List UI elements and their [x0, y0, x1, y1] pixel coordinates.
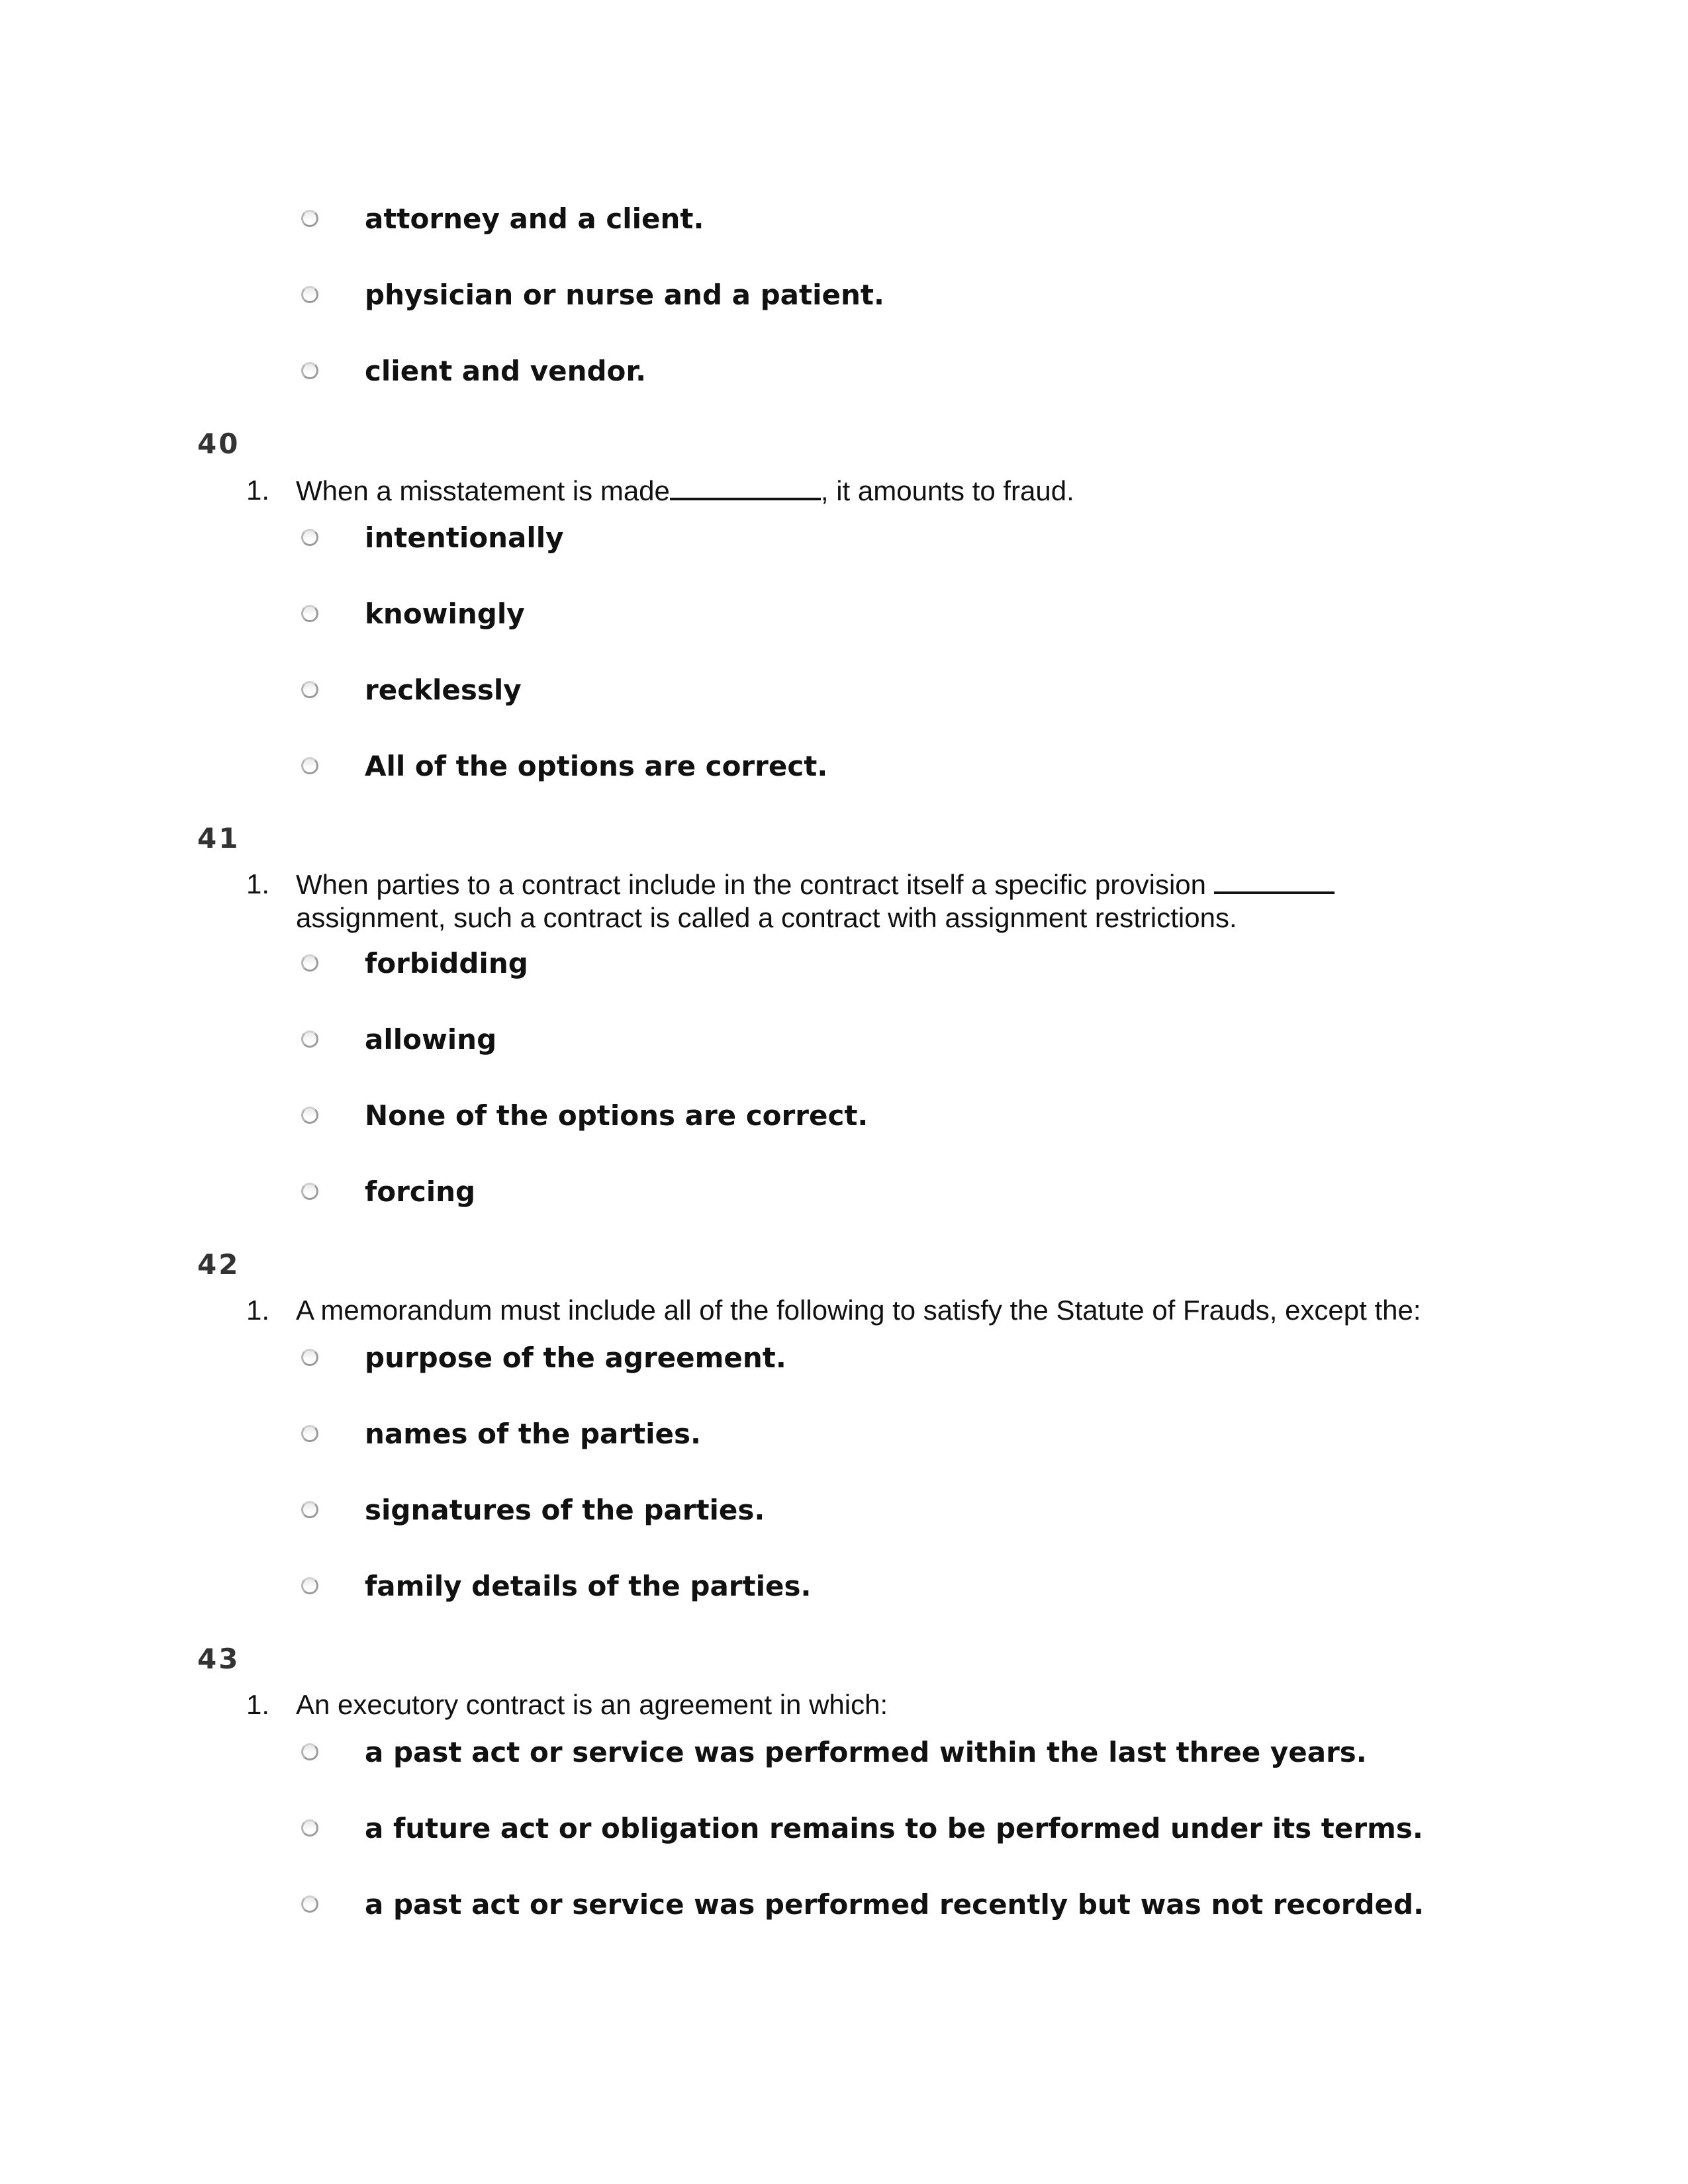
option-row[interactable]	[301, 268, 884, 321]
option-row[interactable]	[301, 1013, 496, 1066]
question-number: 41	[197, 822, 240, 854]
radio-button[interactable]	[301, 605, 318, 622]
list-marker: 1.	[246, 475, 270, 506]
list-marker: 1.	[246, 1689, 270, 1720]
question-text	[246, 1294, 1491, 1327]
question-text	[246, 868, 1491, 934]
option-row[interactable]	[301, 936, 528, 989]
option-label: family details of the parties.	[365, 1569, 812, 1602]
option-label: physician or nurse and a patient.	[365, 278, 884, 311]
radio-button[interactable]	[301, 286, 318, 303]
option-label: client and vendor.	[365, 354, 647, 387]
radio-button[interactable]	[301, 1349, 318, 1366]
radio-button[interactable]	[301, 757, 318, 774]
question-text	[246, 1688, 1491, 1721]
option-row[interactable]	[301, 1089, 868, 1142]
option-label: forbidding	[365, 946, 528, 979]
option-row[interactable]	[301, 587, 525, 640]
question-number: 42	[197, 1248, 240, 1281]
radio-button[interactable]	[301, 1425, 318, 1442]
question-number: 40	[197, 428, 240, 460]
option-row[interactable]	[301, 344, 646, 397]
question-text-end: , it amounts to fraud.	[820, 475, 1074, 506]
radio-button[interactable]	[301, 1501, 318, 1518]
option-label: All of the options are correct.	[365, 749, 828, 782]
radio-button[interactable]	[301, 1895, 318, 1913]
option-row[interactable]	[301, 1331, 786, 1384]
option-label: attorney and a client.	[365, 202, 704, 235]
fill-in-blank	[670, 474, 821, 500]
radio-button[interactable]	[301, 210, 318, 227]
list-marker: 1.	[246, 1295, 270, 1326]
option-label: signatures of the parties.	[365, 1493, 765, 1526]
radio-button[interactable]	[301, 1577, 318, 1594]
option-row[interactable]	[301, 511, 564, 564]
radio-button[interactable]	[301, 362, 318, 379]
option-row[interactable]	[301, 1559, 811, 1612]
question-text-end: assignment, such a contract is called a contract with assignment restrictions.	[296, 902, 1237, 933]
option-row[interactable]	[301, 1407, 701, 1460]
option-row[interactable]	[301, 1801, 1423, 1854]
option-row[interactable]	[301, 1725, 1367, 1778]
radio-button[interactable]	[301, 681, 318, 698]
question-number: 43	[197, 1643, 240, 1675]
option-label: allowing	[365, 1023, 497, 1056]
radio-button[interactable]	[301, 1743, 318, 1760]
radio-button[interactable]	[301, 1819, 318, 1837]
option-label: recklessly	[365, 673, 522, 706]
option-row[interactable]	[301, 1165, 475, 1218]
option-label: a future act or obligation remains to be performed under its terms.	[365, 1811, 1423, 1844]
option-label: None of the options are correct.	[365, 1099, 868, 1132]
option-row[interactable]	[301, 739, 827, 792]
option-label: knowingly	[365, 597, 525, 630]
question-body: An executory contract is an agreement in which:	[296, 1689, 888, 1720]
option-label: forcing	[365, 1175, 476, 1208]
option-label: names of the parties.	[365, 1417, 701, 1450]
fill-in-blank	[1214, 868, 1335, 894]
question-text-start: When a misstatement is made	[296, 475, 670, 506]
radio-button[interactable]	[301, 1183, 318, 1200]
option-label: a past act or service was performed recently but was not recorded.	[365, 1888, 1425, 1921]
question-body: A memorandum must include all of the following to satisfy the Statute of Frauds, except the:	[296, 1295, 1421, 1326]
question-text	[246, 474, 1491, 508]
option-row[interactable]	[301, 663, 522, 716]
question-text-start: When parties to a contract include in the contract itself a specific provision	[296, 869, 1214, 900]
option-row[interactable]	[301, 192, 704, 245]
list-marker: 1.	[246, 868, 270, 899]
option-label: a past act or service was performed within the last three years.	[365, 1735, 1367, 1768]
radio-button[interactable]	[301, 1030, 318, 1048]
option-row[interactable]	[301, 1483, 765, 1536]
radio-button[interactable]	[301, 954, 318, 972]
option-row[interactable]	[301, 1878, 1424, 1931]
option-label: purpose of the agreement.	[365, 1341, 786, 1374]
option-label: intentionally	[365, 521, 564, 554]
radio-button[interactable]	[301, 1107, 318, 1124]
radio-button[interactable]	[301, 529, 318, 546]
